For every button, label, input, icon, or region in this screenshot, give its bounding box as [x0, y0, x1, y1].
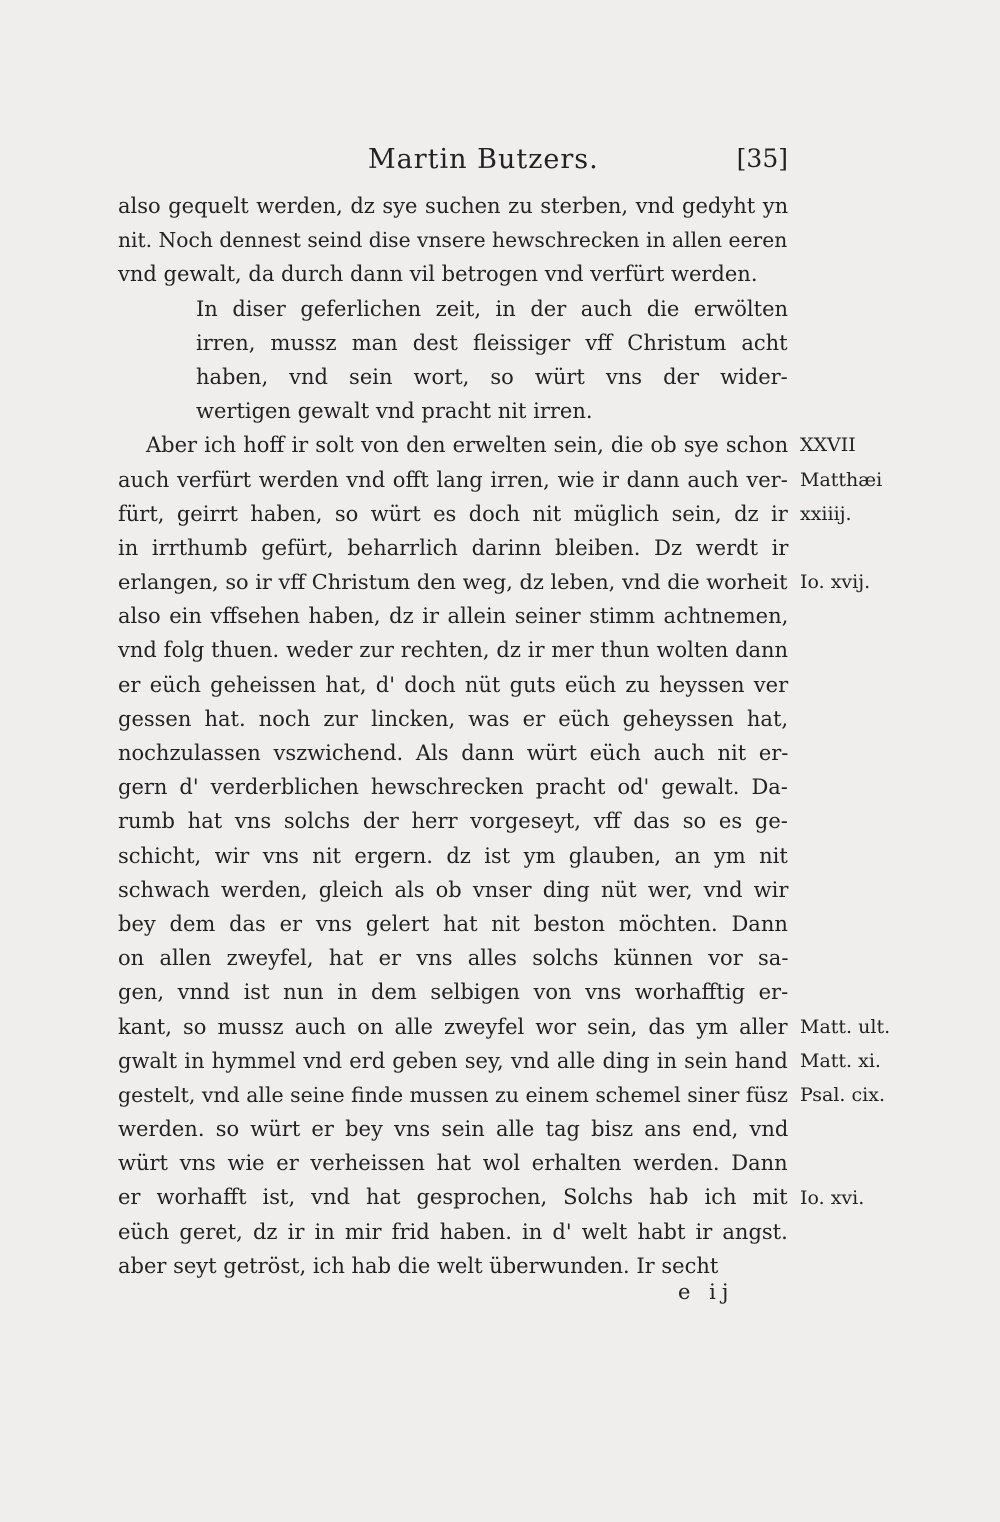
- text-line: vnd folg thuen. weder zur rechten, dz ir mer thun wolten dann: [118, 638, 789, 663]
- marginal-note: xxiiij.: [800, 502, 852, 525]
- text-line: also gequelt werden, dz sye suchen zu sterben, vnd gedyht yn: [118, 194, 789, 218]
- marginal-note: XXVII: [800, 434, 856, 457]
- page-number: [35]: [736, 144, 788, 173]
- text-line: nit. Noch dennest seind dise vnsere hewschrecken in allen eeren: [118, 228, 788, 253]
- text-line: bey dem das er vns gelert hat nit beston möchten. Dann: [118, 911, 788, 936]
- text-line: schwach werden, gleich als ob vnser ding nüt wer, vnd wir: [118, 877, 789, 902]
- signature-mark: e ij: [678, 1280, 735, 1304]
- text-line: on allen zweyfel, hat er vns alles solchs künnen vor sa-: [118, 946, 789, 971]
- text-line: aber seyt getröst, ich hab die welt überwunden. Ir secht: [118, 1253, 719, 1278]
- marginal-note: Io. xvi.: [800, 1186, 865, 1209]
- text-line: in irrthumb gefürt, beharrlich darinn bleiben. Dz werdt ir: [118, 535, 789, 560]
- marginal-note: Io. xvij.: [800, 571, 871, 594]
- text-line: er worhafft ist, vnd hat gesprochen, Solchs hab ich mit: [118, 1185, 788, 1210]
- text-line: nochzulassen vszwichend. Als dann würt eüch auch nit er-: [118, 741, 789, 765]
- text-line: gen, vnnd ist nun in dem selbigen von vns worhafftig er-: [118, 980, 789, 1005]
- text-line: auch verfürt werden vnd offt lang irren, wie ir dann auch ver-: [118, 467, 788, 492]
- text-line: rumb hat vns solchs der herr vorgeseyt, vff das so es ge-: [118, 809, 788, 834]
- text-line: gessen hat. noch zur lincken, was er eüch geheyssen hat,: [118, 706, 789, 731]
- text-line: werden. so würt er bey vns sein alle tag bisz ans end, vnd: [118, 1117, 789, 1142]
- text-line: haben, vnd sein wort, so würt vns der wider-: [196, 364, 788, 389]
- text-line: schicht, wir vns nit ergern. dz ist ym glauben, an ym nit: [118, 843, 788, 868]
- text-line: also ein vffsehen haben, dz ir allein seiner stimm achtnemen,: [118, 604, 789, 629]
- text-line: erlangen, so ir vff Christum den weg, dz leben, vnd die worheit: [118, 570, 788, 595]
- text-line: er eüch geheissen hat, d' doch nüt guts eüch zu heyssen ver: [118, 672, 789, 697]
- marginal-note: Matt. xi.: [800, 1050, 881, 1072]
- text-line: vnd gewalt, da durch dann vil betrogen vnd verfürt werden.: [118, 262, 758, 287]
- marginal-note: Matthæi: [800, 468, 883, 491]
- text-line: gestelt, vnd alle seine finde mussen zu einem schemel siner füsz: [118, 1082, 788, 1107]
- marginal-note: Matt. ult.: [800, 1015, 891, 1038]
- text-line: gwalt in hymmel vnd erd geben sey, vnd alle ding in sein hand: [118, 1048, 788, 1073]
- marginal-note: Psal. cix.: [800, 1084, 885, 1107]
- running-title: Martin Butzers.: [368, 144, 599, 175]
- text-line: kant, so mussz auch on alle zweyfel wor sein, das ym aller: [118, 1014, 788, 1039]
- text-line: eüch geret, dz ir in mir frid haben. in d' welt habt ir angst.: [118, 1219, 788, 1244]
- text-line: gern d' verderblichen hewschrecken pracht od' gewalt. Da-: [118, 775, 788, 800]
- text-line: In diser geferlichen zeit, in der auch die erwölten: [196, 296, 789, 321]
- body-text: [118, 189, 794, 1283]
- text-line: irren, mussz man dest fleissiger vff Christum acht: [196, 330, 788, 355]
- text-line: wertigen gewalt vnd pracht nit irren.: [196, 399, 593, 424]
- text-line: fürt, geirrt haben, so würt es doch nit müglich sein, dz ir: [118, 501, 788, 526]
- page-header: [118, 144, 788, 180]
- text-line: würt vns wie er verheissen hat wol erhalten werden. Dann: [118, 1151, 788, 1176]
- text-line: Aber ich hoff ir solt von den erwelten sein, die ob sye schon: [146, 433, 789, 458]
